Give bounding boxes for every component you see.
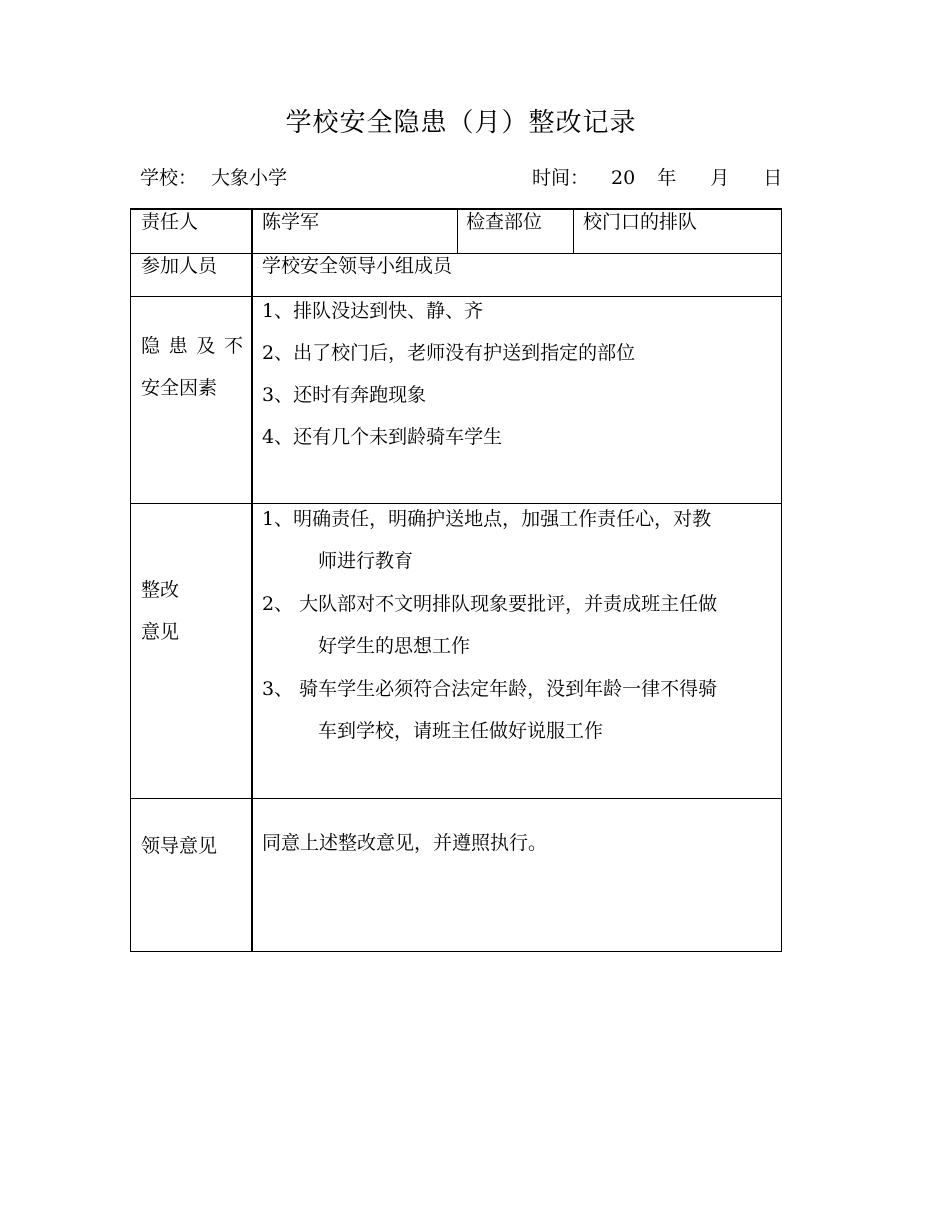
year-prefix: 20 (611, 167, 636, 189)
inspect-label: 检查部位 (466, 211, 543, 233)
school-line (140, 163, 301, 190)
rectify-item: 2、 大队部对不文明排队现象要批评，并责成班主任做 (262, 593, 718, 615)
rectify-item: 3、 骑车学生必须符合法定年龄，没到年龄一律不得骑 (262, 678, 718, 700)
hazard-item: 2、出了校门后，老师没有护送到指定的部位 (262, 342, 636, 364)
leader-value: 同意上述整改意见，并遵照执行。 (262, 832, 548, 854)
page-title: 学校安全隐患（月）整改记录 (285, 108, 637, 138)
month-char: 月 (710, 167, 730, 189)
school-name: 大象小学 (211, 167, 288, 189)
rectification-form (130, 208, 782, 952)
hazards-label-line2: 安全因素 (141, 377, 218, 399)
rectify-label-line1: 整改 (141, 579, 180, 601)
rectify-item: 1、明确责任，明确护送地点，加强工作责任心，对教 (262, 508, 712, 530)
inspect-value: 校门口的排队 (583, 211, 698, 233)
row-divider-1 (131, 253, 781, 254)
inspect-label-divider (457, 210, 458, 253)
rectify-item-continuation: 好学生的思想工作 (318, 635, 471, 657)
date-line (532, 163, 782, 190)
hazard-item: 1、排队没达到快、静、齐 (262, 300, 484, 322)
rectify-item-continuation: 师进行教育 (318, 550, 414, 572)
participants-label: 参加人员 (141, 255, 218, 277)
row-divider-4 (131, 798, 781, 799)
participants-value: 学校安全领导小组成员 (262, 255, 453, 277)
school-label: 学校： (140, 167, 198, 189)
hazard-item: 3、还时有奔跑现象 (262, 384, 427, 406)
inspect-value-divider (573, 210, 574, 253)
leader-label: 领导意见 (141, 835, 218, 857)
time-label: 时间： (532, 167, 590, 189)
main-column-divider (251, 210, 253, 951)
rectify-label-line2: 意见 (141, 621, 180, 643)
responsible-value: 陈学军 (262, 211, 320, 233)
rectify-item-continuation: 车到学校，请班主任做好说服工作 (318, 720, 604, 742)
day-char: 日 (763, 167, 783, 189)
responsible-label: 责任人 (141, 211, 199, 233)
hazard-item: 4、还有几个未到龄骑车学生 (262, 426, 503, 448)
hazards-label-line1: 隐 患 及 不 (141, 335, 243, 357)
year-char: 年 (657, 167, 677, 189)
